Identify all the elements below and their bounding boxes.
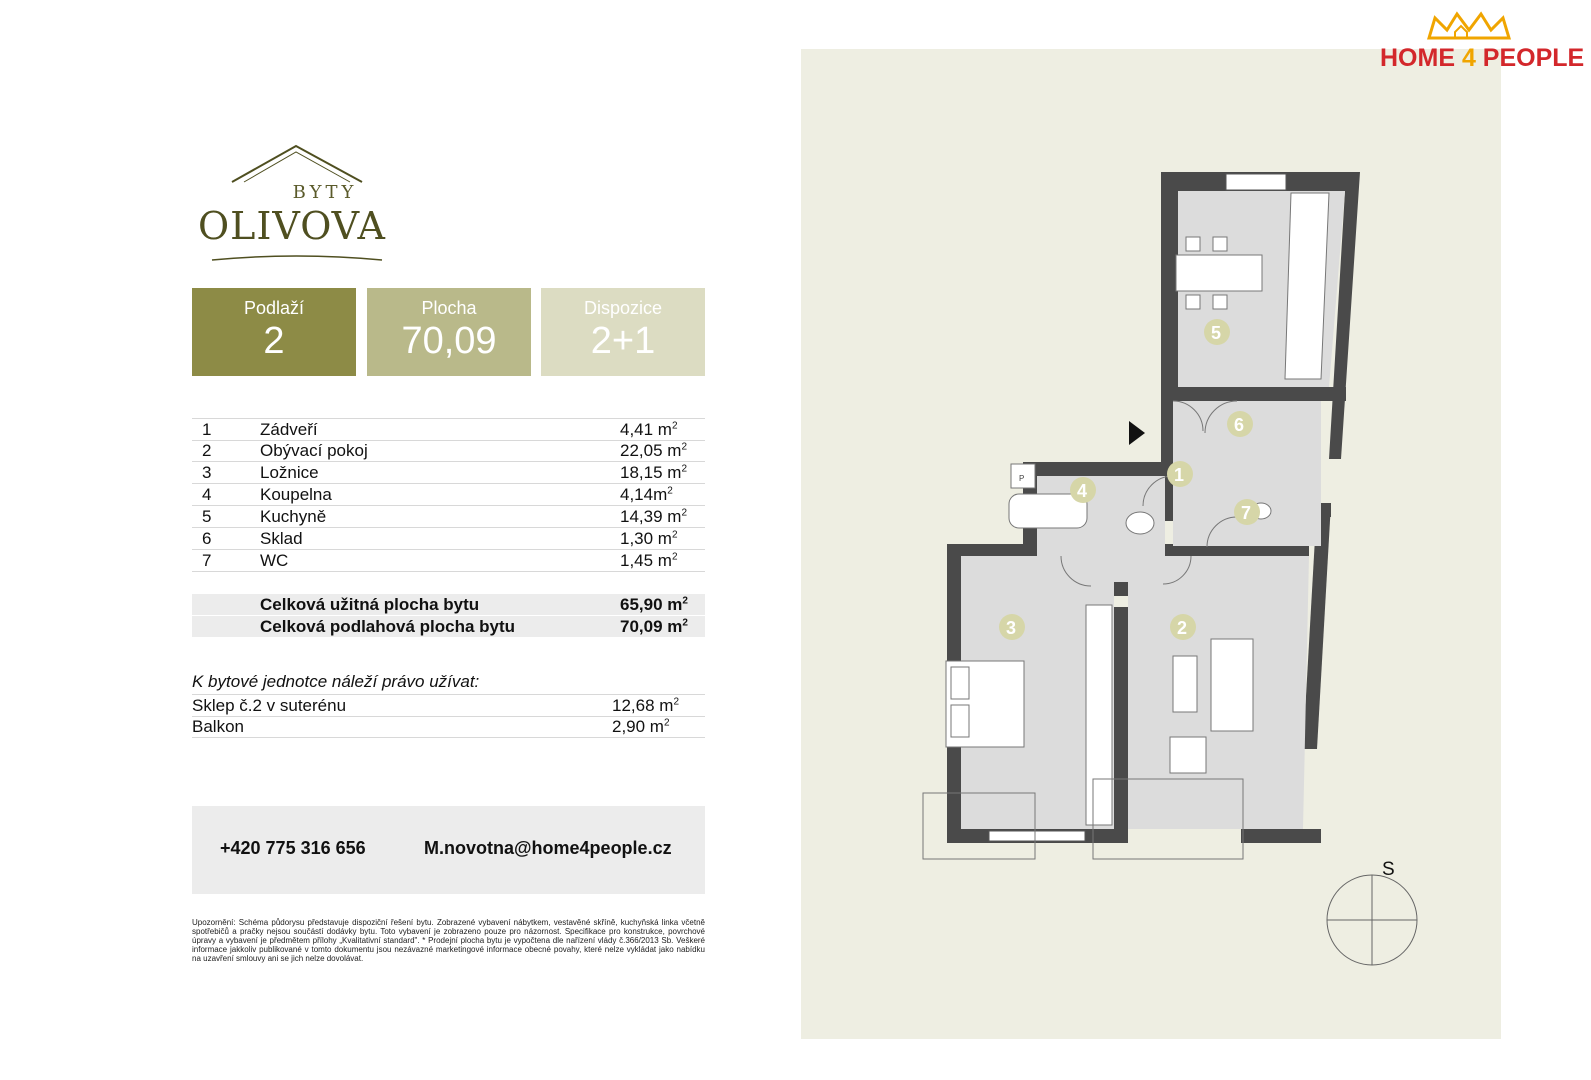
- crown-icon: [1425, 10, 1515, 42]
- total-area: 70,09 $m^2$: [620, 617, 688, 636]
- chair: [1213, 237, 1227, 251]
- room-area: 1,45 $m^2$: [620, 551, 678, 570]
- chair: [1213, 295, 1227, 309]
- tile-floor: [192, 288, 356, 376]
- room-badge-5-label: 5: [1211, 323, 1222, 343]
- room-row: [192, 440, 705, 462]
- room-area: 4,41 $m^2$: [620, 420, 678, 439]
- rights-row: [192, 694, 705, 717]
- room-row: [192, 462, 705, 484]
- room-name: Zádveří: [260, 420, 318, 439]
- total-area: 65,90 $m^2$: [620, 595, 688, 614]
- compass-label: S: [1382, 859, 1395, 880]
- window: [989, 831, 1085, 841]
- wall: [1114, 607, 1128, 843]
- room-name: Obývací pokoj: [260, 441, 368, 460]
- room-number: 3: [202, 463, 212, 482]
- tile-floor-value: 2: [263, 320, 285, 362]
- total-usable-row: [192, 594, 705, 616]
- sink: [1126, 512, 1154, 534]
- room-area: 1,30 $m^2$: [620, 529, 678, 548]
- rights-area: 12,68 $m^2$: [612, 696, 679, 715]
- wall: [1023, 462, 1173, 476]
- rights-area: 2,90 $m^2$: [612, 717, 670, 736]
- room-area: 18,15 $m^2$: [620, 463, 687, 482]
- room-number: 1: [202, 420, 212, 439]
- pillow: [951, 705, 969, 737]
- entrance-arrow: [1129, 421, 1145, 445]
- room-number: 7: [202, 551, 212, 570]
- room-area: 22,05 $m^2$: [620, 441, 687, 460]
- sofa: [1211, 639, 1253, 731]
- fixture-label: P: [1019, 474, 1025, 483]
- tile-layout-label: Dispozice: [583, 298, 663, 318]
- room-badge-6-label: 6: [1234, 415, 1245, 435]
- tile-layout-value: 2+1: [590, 320, 656, 362]
- chair: [1186, 295, 1200, 309]
- room-area: 14,39 $m^2$: [620, 507, 687, 526]
- window: [1226, 174, 1286, 190]
- rights-name: Sklep č.2 v suterénu: [192, 696, 347, 715]
- room-badge-2-label: 2: [1177, 618, 1188, 638]
- dining-table: [1176, 255, 1262, 291]
- floor-plan: [801, 49, 1501, 1039]
- rights-title: K bytové jednotce náleží právo užívat:: [192, 672, 480, 691]
- contact-email[interactable]: M.novotna@home4people.cz: [424, 838, 672, 858]
- contact-phone[interactable]: +420 775 316 656: [220, 838, 366, 858]
- room-name: Koupelna: [260, 485, 332, 504]
- room-name: Kuchyně: [260, 507, 327, 526]
- coffee-table: [1173, 656, 1197, 712]
- room-row: [192, 550, 705, 572]
- tile-area-label: Plocha: [421, 298, 477, 318]
- pillow: [951, 667, 969, 699]
- tile-layout: [541, 288, 705, 376]
- chair: [1186, 237, 1200, 251]
- tile-area-value: 70,09: [401, 320, 497, 362]
- disclaimer: Upozornění: Schéma půdorysu představuje dispoziční řešení bytu. Zobrazené vybavení nábytkem, vestavěné skříně, kuchyňská linka včetně spotřebičů a pračky nejsou součástí dodávky bytu. Toto vybavení je zobrazeno pouze pro názornost. Specifikace pro konstrukce, povrchové úpravy a vybavení je předmětem přílohy „Kvalitativní standard". * Prodejní plocha bytu je vypočtena dle nařízení vlády č.366/2013 Sb. Veškeré informace jakkoliv publikované v tomto dokumentu jsou nezávazné marketingové informace obecné povahy, které nelze vykládat jako nabídku na uzavření smlouvy ani se jich nelze dovolávat.: [192, 918, 705, 963]
- room-area: $4,14m^2$: [620, 485, 673, 504]
- room-row: [192, 528, 705, 550]
- kitchen-counter: [1285, 193, 1329, 379]
- tile-area: [367, 288, 531, 376]
- armchair: [1170, 737, 1206, 773]
- compass-icon: [1327, 875, 1417, 965]
- room-row: [192, 418, 705, 441]
- rights-name: Balkon: [192, 717, 244, 736]
- wardrobe: [1086, 605, 1112, 825]
- contact-box: [192, 806, 705, 894]
- wall: [1161, 387, 1346, 401]
- brand-line1: BYTY: [292, 182, 358, 203]
- room-name: WC: [260, 551, 289, 570]
- wall: [1241, 829, 1321, 843]
- room-number: 2: [202, 441, 212, 460]
- room-number: 4: [202, 485, 212, 504]
- room-badge-1-label: 1: [1174, 465, 1185, 485]
- total-floor-row: [192, 616, 705, 638]
- room-badge-7-label: 7: [1241, 503, 1252, 523]
- room-badge-3-label: 3: [1006, 618, 1017, 638]
- tile-floor-label: Podlaží: [243, 298, 305, 318]
- room-row: [192, 484, 705, 506]
- room-name: Sklad: [260, 529, 303, 548]
- room-badge-4-label: 4: [1077, 481, 1088, 501]
- room-number: 5: [202, 507, 212, 526]
- rights-row: [192, 716, 705, 738]
- brand-line2: OLIVOVA: [198, 204, 386, 248]
- total-name: Celková užitná plocha bytu: [260, 595, 480, 614]
- agency-logo-text: HOME 4 PEOPLE: [1380, 44, 1585, 72]
- room-row: [192, 506, 705, 528]
- wall: [947, 544, 1027, 556]
- room-number: 6: [202, 529, 212, 548]
- room-name: Ložnice: [260, 463, 319, 482]
- total-name: Celková podlahová plocha bytu: [260, 617, 516, 636]
